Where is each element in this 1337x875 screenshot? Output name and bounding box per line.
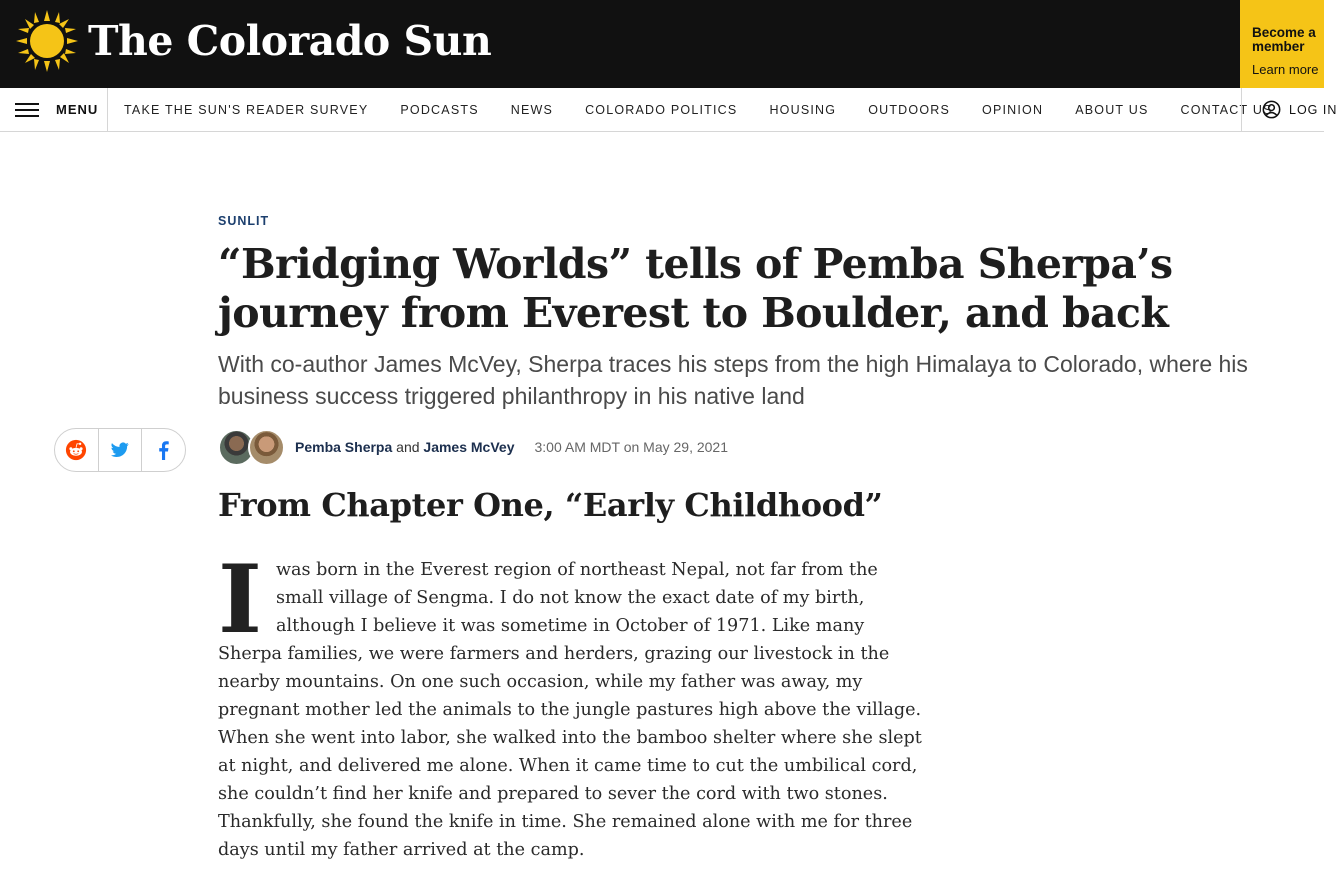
menu-label: MENU <box>56 102 99 117</box>
nav-links <box>108 88 1289 131</box>
author-link[interactable]: Pemba Sherpa <box>295 439 393 455</box>
nav-link-podcasts[interactable]: PODCASTS <box>400 102 479 117</box>
nav-link-about-us[interactable]: ABOUT US <box>1075 102 1149 117</box>
article-body <box>218 545 930 864</box>
nav-link-reader-survey[interactable]: TAKE THE SUN'S READER SURVEY <box>124 102 369 117</box>
nav-link-housing[interactable]: HOUSING <box>769 102 837 117</box>
facebook-icon <box>158 441 169 460</box>
masthead <box>0 0 1324 88</box>
learn-more-link[interactable]: Learn more <box>1252 62 1319 77</box>
drop-cap: I <box>218 545 262 655</box>
logo-wordmark: The Colorado Sun <box>88 16 492 65</box>
hamburger-icon <box>15 103 39 117</box>
login-label: LOG IN <box>1289 102 1337 117</box>
author-avatar[interactable] <box>248 429 285 466</box>
nav-link-outdoors[interactable]: OUTDOORS <box>868 102 951 117</box>
author-names <box>295 439 514 455</box>
publish-date: 3:00 AM MDT on May 29, 2021 <box>534 439 728 455</box>
nav-link-colorado-politics[interactable]: COLORADO POLITICS <box>585 102 738 117</box>
share-twitter-button[interactable] <box>99 429 143 471</box>
byline <box>218 428 728 466</box>
share-facebook-button[interactable] <box>142 429 185 471</box>
user-icon <box>1262 100 1281 119</box>
chapter-heading: From Chapter One, “Early Childhood” <box>218 486 883 524</box>
main-nav <box>0 88 1337 132</box>
nav-link-contact-us[interactable]: CONTACT US <box>1180 102 1273 117</box>
author-link[interactable]: James McVey <box>423 439 515 455</box>
nav-link-opinion[interactable]: OPINION <box>982 102 1044 117</box>
article-dek: With co-author James McVey, Sherpa traces his steps from the high Himalaya to Colorado, where his business success triggered philanthropy in his native land <box>218 351 1248 409</box>
menu-button[interactable] <box>0 88 108 131</box>
share-reddit-button[interactable] <box>55 429 99 471</box>
section-kicker[interactable]: SUNLIT <box>218 214 270 228</box>
reddit-icon <box>65 439 87 461</box>
share-buttons <box>54 428 186 472</box>
nav-link-news[interactable]: NEWS <box>510 102 554 117</box>
member-title: Become a member <box>1252 25 1316 54</box>
sun-logo-icon <box>14 8 80 74</box>
site-logo[interactable] <box>14 8 491 74</box>
twitter-icon <box>111 442 129 458</box>
byline-conjunction: and <box>396 439 420 455</box>
login-button[interactable] <box>1241 88 1337 131</box>
body-paragraph: was born in the Everest region of northeast Nepal, not far from the small village of Sengma. I do not know the exact date of my birth, although I believe it was sometime in October of 1971. Like many Sherpa families, we were farmers and herders, grazing our livestock in the nearby mountains. On one such occasion, while my father was away, my pregnant mother led the animals to the jungle pastures high above the village. When she went into labor, she walked into the bamboo shelter where she slept at night, and delivered me alone. When it came time to cut the umbilical cord, she couldn’t find her knife and prepared to sever the cord with two stones. Thankfully, she found the knife in time. She remained alone with me for three days until my father arrived at the camp. <box>218 560 922 860</box>
become-member-button[interactable] <box>1240 0 1324 88</box>
article-headline: “Bridging Worlds” tells of Pemba Sherpa’s journey from Everest to Boulder, and back <box>218 240 1173 337</box>
